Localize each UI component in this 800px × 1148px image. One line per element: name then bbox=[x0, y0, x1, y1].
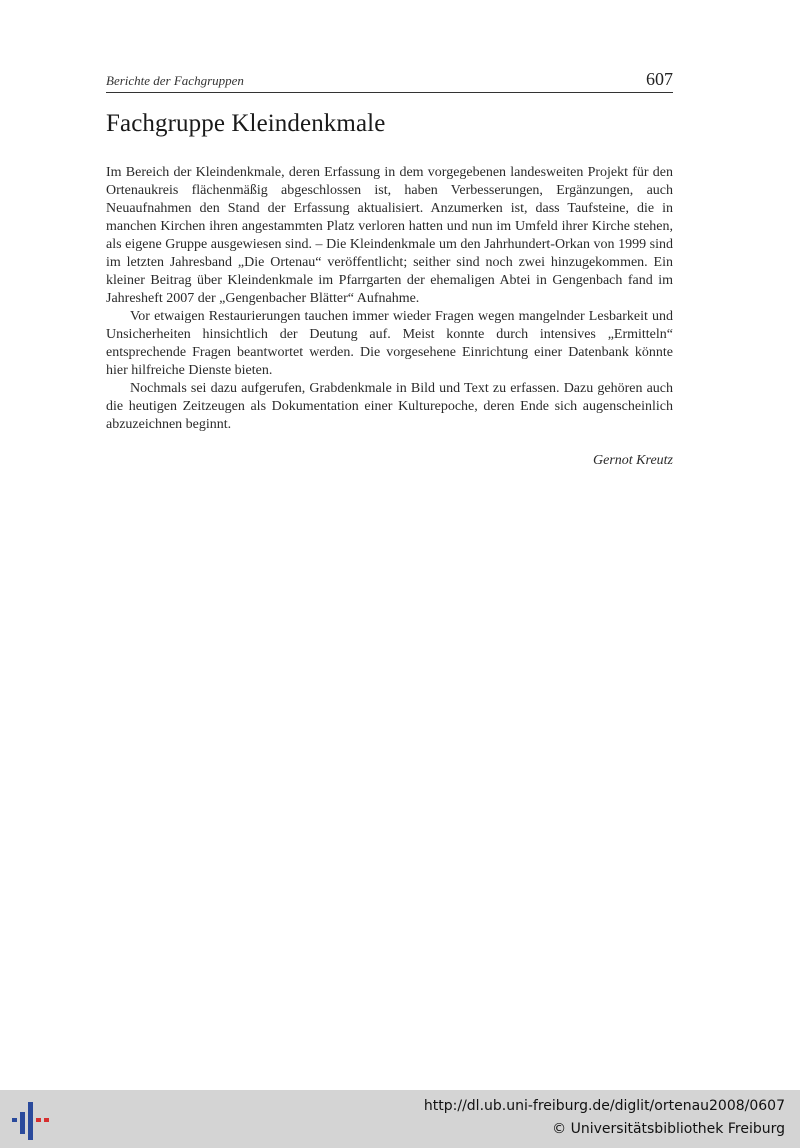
copyright-notice: © Universitätsbibliothek Freiburg bbox=[552, 1121, 785, 1137]
page-number: 607 bbox=[646, 69, 673, 89]
ub-freiburg-logo-icon[interactable] bbox=[12, 1098, 52, 1142]
running-header bbox=[106, 68, 673, 93]
article-title: Fachgruppe Kleindenkmale bbox=[106, 110, 386, 137]
footer-bar bbox=[0, 1090, 800, 1148]
paragraph-2: Vor etwaigen Restaurierungen tauchen immer wieder Fragen wegen mangelnder Lesbarkeit und Unsicherheiten hinsichtlich der Deutung auf. Meist konnte durch intensives „Ermitteln“ entsprechende Fragen beantwortet werden. Die vorgesehene Einrichtung einer Datenbank könnte hier hilfreiche Dienste bieten. bbox=[106, 309, 673, 378]
article-body bbox=[106, 164, 673, 434]
author-signature: Gernot Kreutz bbox=[593, 453, 673, 468]
section-title: Berichte der Fachgruppen bbox=[106, 73, 244, 88]
paragraph-3: Nochmals sei dazu aufgerufen, Grabdenkmale in Bild und Text zu erfassen. Dazu gehören auch die heutigen Zeitzeugen als Dokumentation einer Kulturepoche, deren Ende sich augenscheinlich abzuzeichnen beginnt. bbox=[106, 381, 673, 432]
paragraph-1: Im Bereich der Kleindenkmale, deren Erfassung in dem vorgegebenen landesweiten Projekt für den Ortenaukreis flächenmäßig abgeschlossen ist, haben Verbesserungen, Ergänzungen, auch Neuaufnahmen den Stand der Erfassung aktualisiert. Anzumerken ist, dass Taufsteine, die in manchen Kirchen ihren angestammten Platz verloren hatten und nun im Umfeld ihrer Kirche stehen, als eigene Gruppe ausgewiesen sind. – Die Kleindenkmale um den Jahrhundert-Orkan von 1999 sind im letzten Jahresband „Die Ortenau“ veröffentlicht; seither sind noch zwei hinzugekommen. Ein kleiner Beitrag über Kleindenkmale im Pfarrgarten der ehemaligen Abtei in Gengenbach fand im Jahresheft 2007 der „Gengenbacher Blätter“ Aufnahme. bbox=[106, 165, 673, 306]
document-url-link[interactable]: http://dl.ub.uni-freiburg.de/diglit/ortenau2008/0607 bbox=[423, 1098, 785, 1114]
